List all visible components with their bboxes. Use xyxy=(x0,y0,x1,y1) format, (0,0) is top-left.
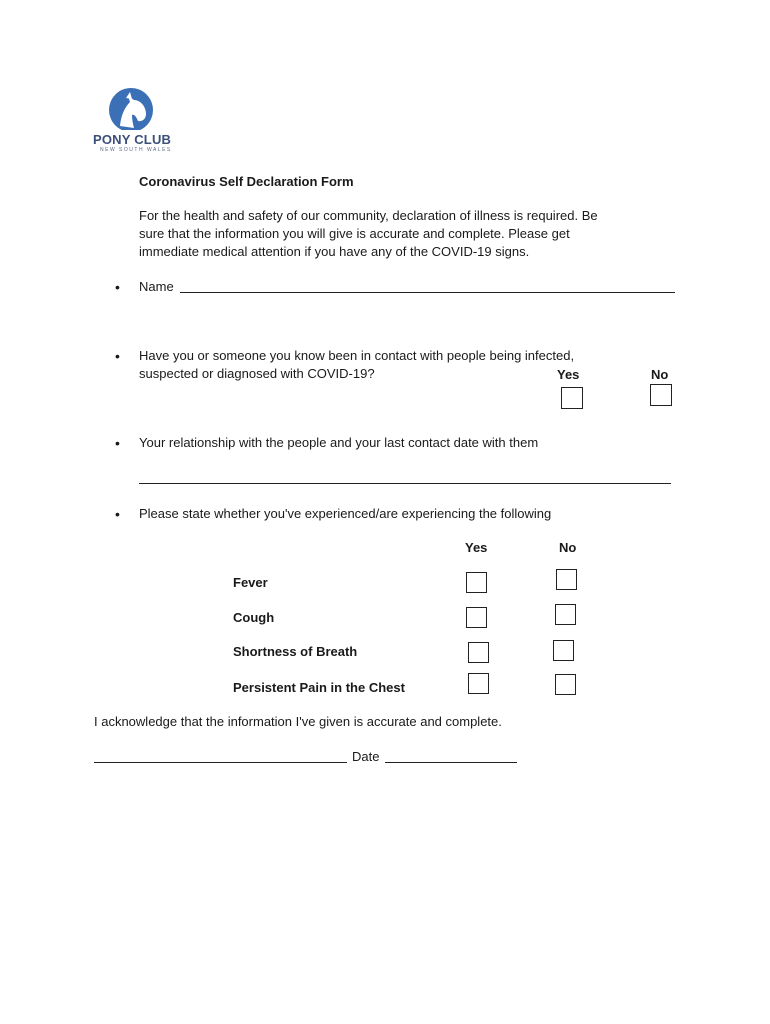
contact-yes-label: Yes xyxy=(557,367,580,382)
relationship-field[interactable] xyxy=(139,483,671,484)
bullet-icon: • xyxy=(115,279,120,295)
contact-no-label: No xyxy=(651,367,669,382)
intro-line-1: For the health and safety of our community, declaration of illness is required. Be xyxy=(139,208,598,223)
relationship-question: Your relationship with the people and your last contact date with them xyxy=(139,435,539,450)
form-title: Coronavirus Self Declaration Form xyxy=(139,174,354,189)
symptoms-no-header: No xyxy=(559,540,577,555)
contact-yes-checkbox[interactable] xyxy=(561,387,583,409)
symptoms-yes-header: Yes xyxy=(465,540,488,555)
shortness-of-breath-no-checkbox[interactable] xyxy=(553,640,574,661)
chest-pain-yes-checkbox[interactable] xyxy=(468,673,489,694)
cough-yes-checkbox[interactable] xyxy=(466,607,487,628)
symptoms-question: Please state whether you've experienced/are experiencing the following xyxy=(139,506,552,521)
contact-no-checkbox[interactable] xyxy=(650,384,672,406)
fever-no-checkbox[interactable] xyxy=(556,569,577,590)
logo-subtitle: NEW SOUTH WALES xyxy=(100,147,172,153)
bullet-icon: • xyxy=(115,506,120,522)
date-label: Date xyxy=(352,749,380,764)
contact-question-line-1: Have you or someone you know been in contact with people being infected, xyxy=(139,348,575,363)
date-field[interactable] xyxy=(385,762,517,763)
pony-club-logo-icon xyxy=(92,86,172,130)
shortness-of-breath-yes-checkbox[interactable] xyxy=(468,642,489,663)
contact-question-line-2: suspected or diagnosed with COVID-19? xyxy=(139,366,375,381)
bullet-icon: • xyxy=(115,435,120,451)
fever-yes-checkbox[interactable] xyxy=(466,572,487,593)
cough-no-checkbox[interactable] xyxy=(555,604,576,625)
logo-name: PONY CLUB xyxy=(93,132,172,147)
symptom-label-cough: Cough xyxy=(233,610,275,625)
symptom-label-shortness-of-breath: Shortness of Breath xyxy=(233,644,358,659)
chest-pain-no-checkbox[interactable] xyxy=(555,674,576,695)
signature-field[interactable] xyxy=(94,762,347,763)
intro-line-3: immediate medical attention if you have any of the COVID-19 signs. xyxy=(139,244,530,259)
acknowledge-statement: I acknowledge that the information I've given is accurate and complete. xyxy=(94,714,502,729)
name-field[interactable] xyxy=(180,292,675,293)
logo xyxy=(92,86,172,156)
bullet-icon: • xyxy=(115,348,120,364)
symptom-label-chest-pain: Persistent Pain in the Chest xyxy=(233,680,405,695)
intro-line-2: sure that the information you will give is accurate and complete. Please get xyxy=(139,226,570,241)
name-label: Name xyxy=(139,279,174,294)
symptom-label-fever: Fever xyxy=(233,575,268,590)
